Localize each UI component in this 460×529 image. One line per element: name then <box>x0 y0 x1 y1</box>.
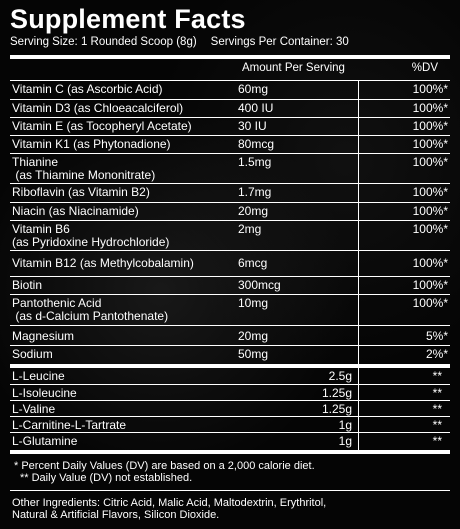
nutrient-dv: 100%* <box>412 101 448 115</box>
amino-row <box>10 385 450 401</box>
nutrient-amount: 6mcg <box>238 256 268 270</box>
nutrient-dv: 100%* <box>412 82 448 96</box>
nutrient-dv: 5%* <box>425 329 448 343</box>
footnote-not-established: ** Daily Value (DV) not established. <box>20 472 193 484</box>
nutrient-name: Vitamin E (as Tocopheryl Acetate) <box>12 119 192 133</box>
nutrient-row <box>10 136 450 154</box>
amino-name: L-Carnitine-L-Tartrate <box>12 418 127 432</box>
nutrient-amount: 1.5mg <box>238 155 272 169</box>
nutrient-row <box>10 221 450 251</box>
nutrient-dv: 100%* <box>412 256 448 270</box>
amino-dv: ** <box>432 418 442 432</box>
amino-row <box>10 368 450 385</box>
nutrient-name: Vitamin K1 (as Phytonadione) <box>12 137 171 151</box>
footnotes <box>10 454 450 491</box>
servings-per-container: Servings Per Container: 30 <box>210 36 349 48</box>
nutrient-dv: 100%* <box>412 296 448 310</box>
nutrient-row <box>10 326 450 346</box>
nutrient-amount: 50mg <box>238 347 269 361</box>
nutrient-amount: 400 IU <box>238 101 274 115</box>
nutrient-row <box>10 295 450 326</box>
nutrient-name: Vitamin C (as Ascorbic Acid) <box>12 82 163 96</box>
panel-title: Supplement Facts <box>10 4 246 34</box>
nutrient-amount: 10mg <box>238 296 269 310</box>
nutrient-amount: 300mcg <box>238 278 281 292</box>
nutrient-name-line1: Vitamin B6 <box>12 222 70 236</box>
nutrient-dv: 100%* <box>412 155 448 169</box>
amino-row <box>10 433 450 454</box>
table-header <box>10 59 450 81</box>
nutrient-dv: 100%* <box>412 222 448 236</box>
nutrient-row <box>10 184 450 203</box>
nutrient-name-line1: Thianine <box>12 155 59 169</box>
nutrient-amount: 20mg <box>238 329 269 343</box>
nutrient-dv: 100%* <box>412 185 448 199</box>
nutrient-name: Vitamin B12 (as Methylcobalamin) <box>12 256 194 270</box>
amino-amount: 1.25g <box>321 386 352 400</box>
other-ingredients-line1: Other Ingredients: Citric Acid, Malic Acid, Maltodextrin, Erythritol, <box>12 497 327 509</box>
nutrient-name: Sodium <box>12 347 53 361</box>
amino-name: L-Leucine <box>12 369 65 383</box>
nutrient-row <box>10 277 450 295</box>
nutrient-row <box>10 251 450 277</box>
nutrient-row <box>10 203 450 221</box>
nutrient-row <box>10 154 450 184</box>
nutrient-row <box>10 81 450 100</box>
nutrient-dv: 100%* <box>412 278 448 292</box>
nutrient-name <box>12 223 169 249</box>
serving-info <box>10 35 450 59</box>
nutrient-name: Magnesium <box>12 329 75 343</box>
nutrient-dv: 100%* <box>412 204 448 218</box>
nutrient-row <box>10 100 450 118</box>
nutrient-amount: 60mg <box>238 82 269 96</box>
other-ingredients <box>10 491 450 521</box>
dv-header: %DV <box>411 62 438 74</box>
nutrient-name <box>12 297 168 323</box>
nutrient-dv: 100%* <box>412 137 448 151</box>
nutrient-name: Vitamin D3 (as Chloeacalciferol) <box>12 101 184 115</box>
amino-amount: 1g <box>338 434 352 448</box>
amino-row <box>10 401 450 417</box>
amino-dv: ** <box>432 369 442 383</box>
nutrient-name <box>12 156 155 182</box>
nutrient-dv: 2%* <box>425 347 448 361</box>
nutrient-amount: 80mcg <box>238 137 275 151</box>
amino-name: L-Isoleucine <box>12 386 77 400</box>
nutrient-amount: 2mg <box>238 222 262 236</box>
amino-dv: ** <box>432 402 442 416</box>
nutrient-name-line2: (as d-Calcium Pantothenate) <box>15 309 169 323</box>
amino-name: L-Valine <box>12 402 56 416</box>
nutrient-dv: 100%* <box>412 119 448 133</box>
amino-amount: 2.5g <box>328 369 352 383</box>
footnote-dv: * Percent Daily Values (DV) are based on a 2,000 calorie diet. <box>14 460 315 472</box>
nutrient-name: Biotin <box>12 278 43 292</box>
amino-amount: 1g <box>338 418 352 432</box>
nutrient-row <box>10 118 450 136</box>
nutrient-name-line1: Pantothenic Acid <box>12 296 102 310</box>
serving-size: Serving Size: 1 Rounded Scoop (8g) <box>10 36 197 48</box>
amino-row <box>10 417 450 433</box>
nutrient-amount: 1.7mg <box>238 185 272 199</box>
amino-name: L-Glutamine <box>12 434 78 448</box>
nutrient-row <box>10 346 450 368</box>
amino-amount: 1.25g <box>321 402 352 416</box>
nutrient-name-line2: (as Thiamine Mononitrate) <box>15 168 156 182</box>
nutrient-name: Riboflavin (as Vitamin B2) <box>12 185 150 199</box>
amino-dv: ** <box>432 386 442 400</box>
other-ingredients-line2: Natural & Artificial Flavors, Silicon Dioxide. <box>12 509 220 521</box>
amino-dv: ** <box>432 434 442 448</box>
nutrient-name-line2: (as Pyridoxine Hydrochloride) <box>12 235 170 249</box>
amount-header: Amount Per Serving <box>242 62 345 74</box>
nutrient-amount: 20mg <box>238 204 269 218</box>
nutrient-amount: 30 IU <box>238 119 267 133</box>
nutrient-name: Niacin (as Niacinamide) <box>12 204 139 218</box>
